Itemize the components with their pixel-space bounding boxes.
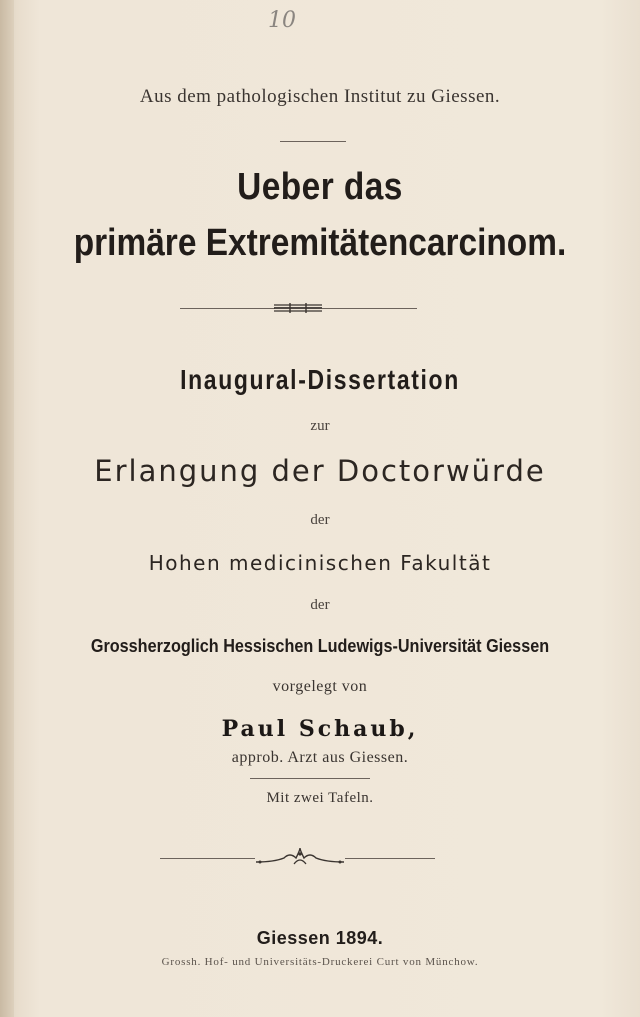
ornament-rule-right-2	[345, 858, 435, 859]
printer-line: Grossh. Hof- und Universitäts-Druckerei Curt von Münchow.	[161, 956, 479, 968]
short-divider-rule	[280, 141, 346, 142]
connector-zur: zur	[310, 418, 330, 434]
presented-by-line: vorgelegt von	[272, 678, 368, 695]
faculty-line: Hohen medicinischen Fakultät	[148, 551, 492, 575]
author-credentials: approb. Arzt aus Giessen.	[231, 749, 409, 766]
pencil-annotation: 10	[268, 8, 296, 33]
imprint-city-year: Giessen 1894.	[256, 928, 384, 948]
ornament-icon	[272, 301, 324, 315]
institute-line: Aus dem pathologischen Institut zu Giessen.	[139, 86, 501, 107]
author-name: Paul Schaub,	[221, 716, 419, 742]
degree-line: Erlangung der Doctorwürde	[94, 454, 546, 488]
ornament-rule-left	[180, 308, 275, 309]
short-divider-rule-2	[250, 778, 370, 779]
title-line-1: Ueber das	[237, 166, 403, 208]
connector-der-1: der	[310, 512, 330, 528]
flourish-ornament-icon	[254, 846, 346, 870]
connector-der-2: der	[310, 597, 330, 613]
university-line: Grossherzoglich Hessischen Ludewigs-Universität Giessen	[90, 636, 550, 656]
title-line-2: primäre Extremitätencarcinom.	[73, 222, 567, 264]
book-spine-edge	[0, 0, 14, 1017]
dissertation-heading: Inaugural-Dissertation	[180, 364, 460, 395]
ornament-rule-right	[322, 308, 417, 309]
ornament-rule-left-2	[160, 858, 255, 859]
plates-note: Mit zwei Tafeln.	[266, 790, 374, 806]
